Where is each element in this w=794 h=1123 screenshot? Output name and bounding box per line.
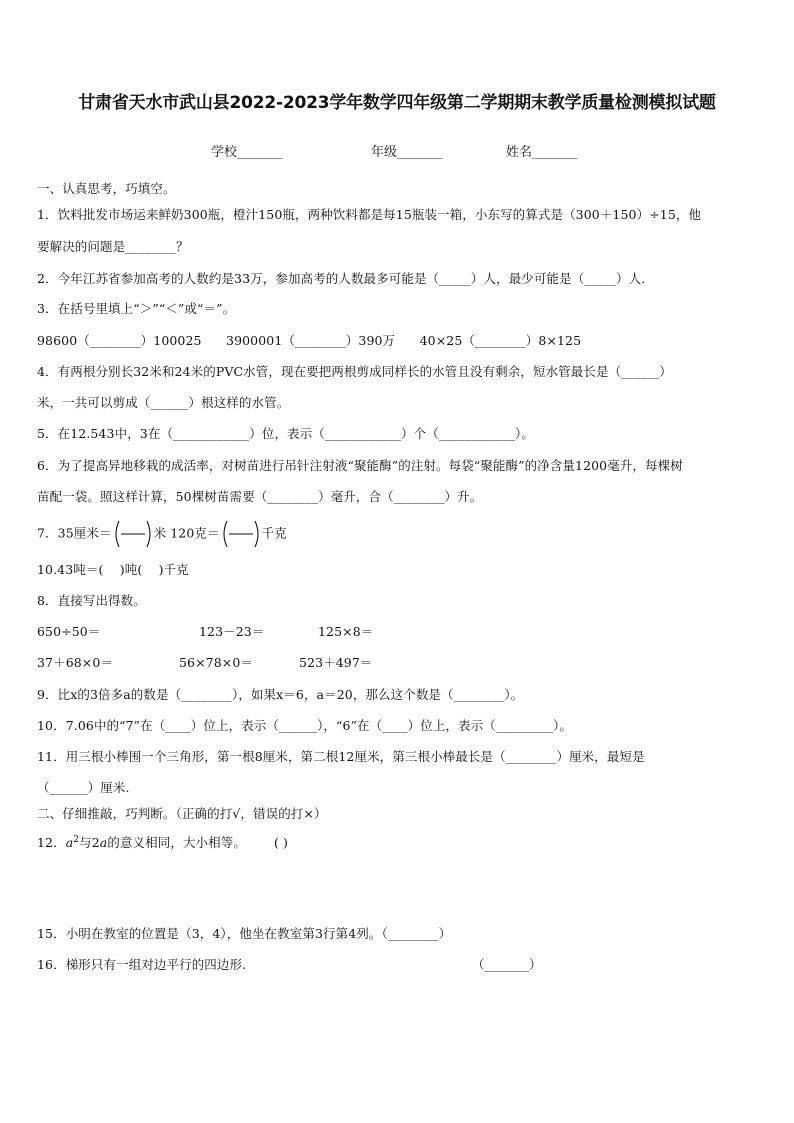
question-4-line-2: 米，一共可以剪成（______）根这样的水管。 <box>37 395 290 410</box>
question-12-coef: 2 <box>91 835 100 851</box>
question-5: 5．在12.543中，3在（____________）位，表示（____________）个（____________）。 <box>37 426 534 441</box>
calc-650-div-50: 650÷50＝ <box>37 624 101 639</box>
question-6-line-1: 6．为了提高异地移栽的成活率，对树苗进行吊针注射液“聚能酶”的注射。每袋“聚能酶”的净含量1200毫升，每棵树 <box>37 458 683 473</box>
question-6-line-2: 苗配一袋。照这样计算，50棵树苗需要（________）毫升，合（________）升。 <box>37 489 483 504</box>
question-12 <box>37 832 288 851</box>
question-7 <box>37 518 287 548</box>
question-15: 15．小明在教室的位置是（3，4），他坐在教室第3行第4列。（________） <box>37 926 452 941</box>
calc-125-times-8: 125×8＝ <box>318 624 374 639</box>
question-11-line-1: 11．用三根小棒围一个三角形，第一根8厘米，第二根12厘米，第三根小棒最长是（________）厘米，最短是 <box>37 749 645 764</box>
question-16-blank: （_______） <box>472 957 542 972</box>
question-12-blank: ( ) <box>273 835 288 851</box>
calc-123-minus-23: 123－23＝ <box>199 624 265 639</box>
question-8: 8．直接写出得数。 <box>37 593 146 608</box>
calc-37-plus-68x0: 37＋68×0＝ <box>37 655 114 670</box>
question-12-var-a: a <box>65 835 74 851</box>
question-1-line-2: 要解决的问题是________？ <box>37 239 189 254</box>
question-7-part-b: 米 120克＝ <box>153 525 220 541</box>
school-field: 学校_______ <box>211 145 283 160</box>
question-2: 2．今年江苏省参加高考的人数约是33万，参加高考的人数最多可能是（_____）人，最少可能是（_____）人． <box>37 271 654 286</box>
question-12-exponent: 2 <box>73 835 80 845</box>
question-7-part-c: 千克 <box>261 525 287 541</box>
calc-523-plus-497: 523＋497＝ <box>299 655 373 670</box>
question-11-line-2: （______）厘米. <box>37 780 130 795</box>
question-4-line-1: 4．有两根分别长32米和24米的PVC水管，现在要把两根剪成同样长的水管且没有剩余，短水管最长是（______） <box>37 364 672 379</box>
section-2-heading: 二、仔细推敲，巧判断。（正确的打√，错误的打×） <box>37 806 327 821</box>
question-12-and: 与 <box>79 835 92 851</box>
question-1-line-1: 1．饮料批发市场运来鲜奶300瓶，橙汁150瓶，两种饮料都是每15瓶装一箱，小东写的算式是（300＋150）÷15，他 <box>37 207 702 222</box>
question-7-line-2: 10.43吨＝( )吨( )千克 <box>37 562 189 577</box>
page-title: 甘肃省天水市武山县2022-2023学年数学四年级第二学期期末教学质量检测模拟试题 <box>78 93 716 113</box>
question-12-var-a2: a <box>99 835 108 851</box>
question-12-number: 12． <box>37 835 66 851</box>
question-16: 16．梯形只有一组对边平行的四边形. <box>37 957 247 972</box>
fraction-blank-1 <box>113 519 153 549</box>
calc-56x78x0: 56×78×0＝ <box>179 655 254 670</box>
question-12-text: 的意义相同，大小相等。 <box>107 835 246 851</box>
grade-field: 年级_______ <box>371 145 443 160</box>
question-7-part-a: 7．35厘米＝ <box>37 525 112 541</box>
question-10: 10．7.06中的“7”在（____）位上，表示（______），“6”在（____）位上，表示（_________）。 <box>37 718 572 733</box>
question-9: 9．比x的3倍多a的数是（________），如果x＝6，a＝20，那么这个数是（________）。 <box>37 687 524 702</box>
name-field: 姓名_______ <box>506 145 578 160</box>
question-3: 3．在括号里填上“＞”“＜”或“＝”。 <box>37 301 236 316</box>
section-1-heading: 一、认真思考，巧填空。 <box>37 181 176 196</box>
fraction-blank-2 <box>221 519 261 549</box>
question-3-items: 98600（________）100025 3900001（________）390万 40×25（________）8×125 <box>37 333 582 348</box>
